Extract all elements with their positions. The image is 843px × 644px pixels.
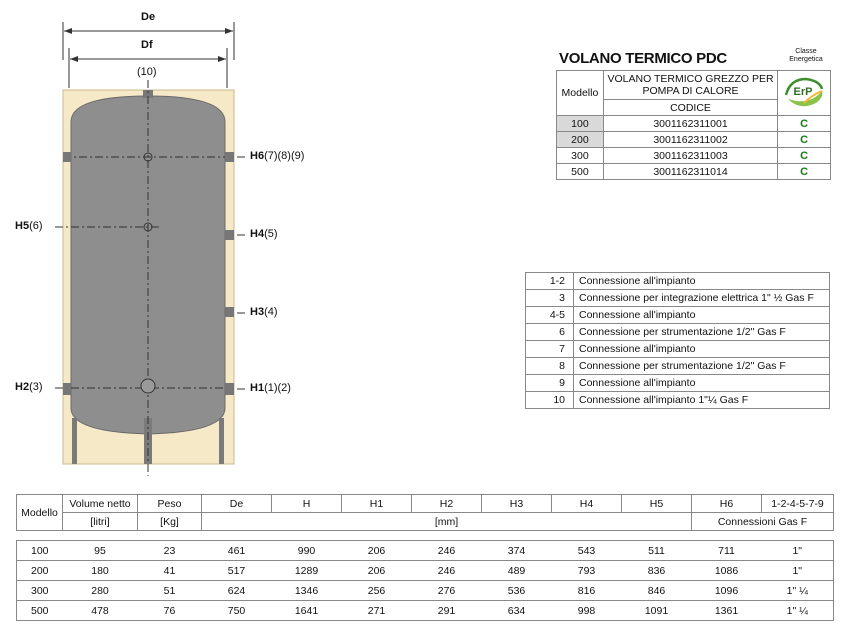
specs-cell: 291 [412, 601, 482, 621]
product-code: 3001162311014 [603, 164, 777, 180]
energy-class: C [778, 132, 831, 148]
legend-row [526, 324, 830, 341]
specs-cell: 1086 [692, 561, 762, 581]
h4-label [250, 228, 278, 240]
legend-num: 4-5 [526, 307, 574, 324]
erp-logo-text: ErP [793, 86, 813, 98]
specs-cell: 271 [342, 601, 412, 621]
specs-header-h4: H4 [552, 495, 622, 513]
specs-cell: 1" [762, 541, 834, 561]
specs-cell: 846 [622, 581, 692, 601]
legend-row [526, 358, 830, 375]
model-header: Modello [557, 71, 604, 116]
specs-cell: 511 [622, 541, 692, 561]
specs-cell: 816 [552, 581, 622, 601]
specs-cell: 206 [342, 561, 412, 581]
h6-code: H6 [250, 150, 265, 162]
energy-class: C [778, 116, 831, 132]
specs-unit-gas: Connessioni Gas F [692, 513, 834, 531]
specs-cell: 76 [138, 601, 202, 621]
specs-header-h6: H6 [692, 495, 762, 513]
legend-desc: Connessione all'impianto [574, 273, 830, 290]
h4-code: H4 [250, 228, 265, 240]
specs-cell: 256 [342, 581, 412, 601]
specs-cell: 500 [17, 601, 63, 621]
erp-logo-cell [778, 71, 831, 116]
legend-desc: Connessione all'impianto 1"¼ Gas F [574, 392, 830, 409]
h3-nums: (4) [264, 306, 278, 318]
legend-desc: Connessione per strumentazione 1/2" Gas F [574, 324, 830, 341]
specs-cell: 461 [202, 541, 272, 561]
specs-cell: 1" [762, 561, 834, 581]
erp-header-line2: Energetica [789, 56, 823, 63]
product-model: 100 [557, 116, 604, 132]
specs-cell: 100 [17, 541, 63, 561]
h1-nums: (1)(2) [264, 382, 291, 394]
specs-cell: 41 [138, 561, 202, 581]
h4-nums: (5) [264, 228, 278, 240]
specs-cell: 206 [342, 541, 412, 561]
product-model: 500 [557, 164, 604, 180]
df-label: Df [141, 39, 153, 51]
specs-row [17, 581, 834, 601]
specs-cell: 246 [412, 561, 482, 581]
specs-cell: 246 [412, 541, 482, 561]
energy-class: C [778, 164, 831, 180]
legend-row [526, 392, 830, 409]
specs-cell: 1361 [692, 601, 762, 621]
specs-cell: 1" ¼ [762, 581, 834, 601]
specs-cell: 624 [202, 581, 272, 601]
specs-header-row [17, 495, 834, 513]
specs-cell: 1346 [272, 581, 342, 601]
legend-num: 1-2 [526, 273, 574, 290]
h1-label [250, 382, 291, 394]
h5-label [15, 220, 43, 232]
legend-row [526, 341, 830, 358]
product-title: VOLANO TERMICO PDC [559, 50, 727, 67]
product-model: 200 [557, 132, 604, 148]
specs-header-connections: 1-2-4-5-7-9 [762, 495, 834, 513]
connections-legend [525, 272, 830, 409]
specs-unit-volume: [litri] [63, 513, 138, 531]
product-model: 300 [557, 148, 604, 164]
legend-num: 7 [526, 341, 574, 358]
specs-cell: 374 [482, 541, 552, 561]
specs-header-volume: Volume netto [63, 495, 138, 513]
specs-header-peso: Peso [138, 495, 202, 513]
legend-row [526, 290, 830, 307]
product-description: VOLANO TERMICO GREZZO PER POMPA DI CALORE [603, 71, 777, 100]
specs-row [17, 541, 834, 561]
legend-row [526, 307, 830, 324]
specs-cell: 95 [63, 541, 138, 561]
specs-header-h3: H3 [482, 495, 552, 513]
product-table [556, 70, 831, 180]
specs-cell: 489 [482, 561, 552, 581]
specs-header-de: De [202, 495, 272, 513]
specs-cell: 1096 [692, 581, 762, 601]
specs-header-h5: H5 [622, 495, 692, 513]
specs-unit-peso: [Kg] [138, 513, 202, 531]
specs-cell: 793 [552, 561, 622, 581]
specs-cell: 276 [412, 581, 482, 601]
product-code: 3001162311002 [603, 132, 777, 148]
specs-cell: 990 [272, 541, 342, 561]
specs-cell: 180 [63, 561, 138, 581]
specs-unit-mm: [mm] [202, 513, 692, 531]
product-row [557, 132, 831, 148]
legend-desc: Connessione per integrazione elettrica 1" ½ Gas F [574, 290, 830, 307]
product-row [557, 116, 831, 132]
h3-code: H3 [250, 306, 265, 318]
specs-cell: 1" ¼ [762, 601, 834, 621]
h5-code: H5 [15, 220, 30, 232]
specs-cell: 634 [482, 601, 552, 621]
specs-cell: 478 [63, 601, 138, 621]
legend-num: 9 [526, 375, 574, 392]
code-header: CODICE [603, 100, 777, 116]
legend-num: 10 [526, 392, 574, 409]
legend-desc: Connessione all'impianto [574, 341, 830, 358]
specs-cell: 23 [138, 541, 202, 561]
legend-num: 8 [526, 358, 574, 375]
specs-cell: 200 [17, 561, 63, 581]
specs-header-h2: H2 [412, 495, 482, 513]
h2-label [15, 381, 43, 393]
h6-label [250, 150, 304, 162]
legend-row [526, 273, 830, 290]
h6-nums: (7)(8)(9) [264, 150, 305, 162]
specs-cell: 300 [17, 581, 63, 601]
erp-header-line1: Classe [795, 48, 817, 55]
specs-header-h: H [272, 495, 342, 513]
legend-desc: Connessione all'impianto [574, 307, 830, 324]
specs-table [16, 494, 834, 621]
specs-cell: 1289 [272, 561, 342, 581]
specs-cell: 280 [63, 581, 138, 601]
top-connection-label: (10) [137, 66, 157, 78]
specs-cell: 998 [552, 601, 622, 621]
product-code: 3001162311001 [603, 116, 777, 132]
erp-leaf-icon [782, 73, 826, 113]
legend-num: 3 [526, 290, 574, 307]
specs-row [17, 561, 834, 581]
de-label: De [141, 11, 156, 23]
legend-row [526, 375, 830, 392]
h3-label [250, 306, 278, 318]
product-code: 3001162311003 [603, 148, 777, 164]
specs-cell: 750 [202, 601, 272, 621]
erp-class-header [778, 48, 834, 64]
h2-nums: (3) [29, 381, 43, 393]
specs-header-model: Modello [17, 495, 63, 531]
h5-nums: (6) [29, 220, 43, 232]
specs-cell: 836 [622, 561, 692, 581]
specs-cell: 1641 [272, 601, 342, 621]
legend-desc: Connessione all'impianto [574, 375, 830, 392]
specs-cell: 517 [202, 561, 272, 581]
specs-cell: 536 [482, 581, 552, 601]
legend-num: 6 [526, 324, 574, 341]
specs-cell: 543 [552, 541, 622, 561]
specs-header-h1: H1 [342, 495, 412, 513]
product-row [557, 164, 831, 180]
legend-desc: Connessione per strumentazione 1/2" Gas F [574, 358, 830, 375]
specs-cell: 711 [692, 541, 762, 561]
specs-cell: 51 [138, 581, 202, 601]
specs-row [17, 601, 834, 621]
specs-cell: 1091 [622, 601, 692, 621]
h1-code: H1 [250, 382, 265, 394]
energy-class: C [778, 148, 831, 164]
h2-code: H2 [15, 381, 30, 393]
product-row [557, 148, 831, 164]
specs-units-row [17, 513, 834, 531]
